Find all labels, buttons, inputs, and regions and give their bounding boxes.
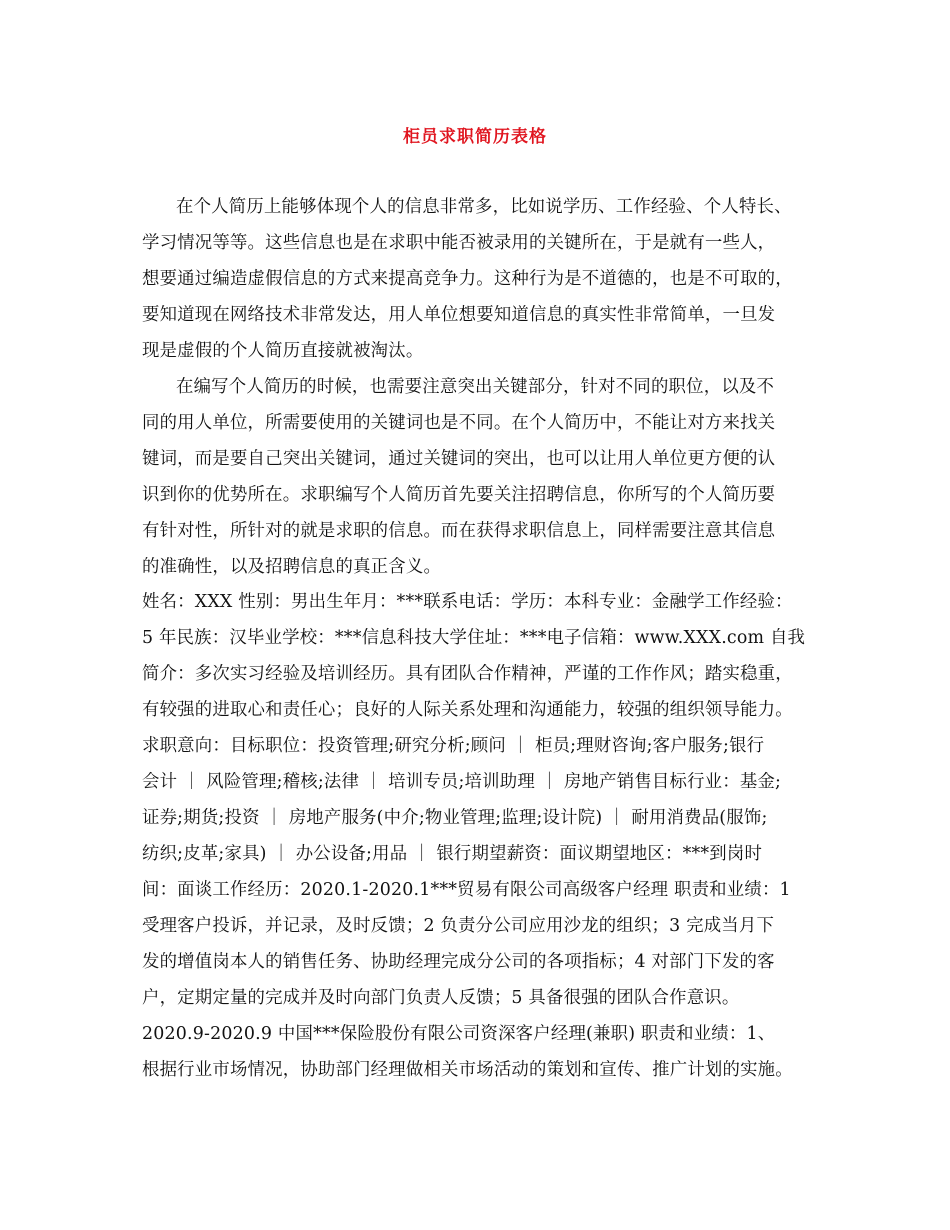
resume-line: 有较强的进取心和责任心；良好的人际关系处理和沟通能力，较强的组织领导能力。 (142, 700, 793, 720)
resume-line: 求职意向：目标职位：投资管理;研究分析;顾问 ｜ 柜员;理财咨询;客户服务;银行 (142, 736, 765, 756)
resume-line: 证券;期货;投资 ｜ 房地产服务(中介;物业管理;监理;设计院) ｜ 耐用消费品(服饰; (142, 808, 768, 828)
paragraph-line: 在个人简历上能够体现个人的信息非常多，比如说学历、工作经验、个人特长、 (176, 197, 792, 217)
resume-line: 根据行业市场情况，协助部门经理做相关市场活动的策划和宣传、推广计划的实施。 (142, 1060, 793, 1080)
paragraph-line: 想要通过编造虚假信息的方式来提高竞争力。这种行为是不道德的，也是不可取的， (142, 269, 793, 289)
paragraph-line: 现是虚假的个人简历直接就被淘汰。 (142, 341, 424, 361)
resume-line: 姓名：XXX 性别：男出生年月：***联系电话：学历：本科专业：金融学工作经验： (142, 592, 793, 612)
paragraph-line: 有针对性，所针对的就是求职的信息。而在获得求职信息上，同样需要注意其信息 (142, 521, 776, 541)
resume-line: 2020.9-2020.9 中国***保险股份有限公司资深客户经理(兼职) 职责和业绩：1、 (142, 1024, 776, 1044)
resume-line: 受理客户投诉，并记录，及时反馈；2 负责分公司应用沙龙的组织；3 完成当月下 (142, 916, 775, 936)
paragraph-line: 同的用人单位，所需要使用的关键词也是不同。在个人简历中，不能让对方来找关 (142, 413, 776, 433)
resume-line: 纺织;皮革;家具) ｜ 办公设备;用品 ｜ 银行期望薪资：面议期望地区：***到岗时 (142, 844, 763, 864)
resume-line: 发的增值岗本人的销售任务、协助经理完成分公司的各项指标；4 对部门下发的客 (142, 952, 775, 972)
document-title: 柜员求职简历表格 (403, 127, 547, 147)
resume-line: 户，定期定量的完成并及时向部门负责人反馈；5 具备很强的团队合作意识。 (142, 988, 740, 1008)
paragraph-line: 要知道现在网络技术非常发达，用人单位想要知道信息的真实性非常简单，一旦发 (142, 305, 776, 325)
resume-line: 简介：多次实习经验及培训经历。具有团队合作精神，严谨的工作作风；踏实稳重， (142, 664, 793, 684)
resume-line: 间：面谈工作经历：2020.1-2020.1***贸易有限公司高级客户经理 职责和业绩：1 (142, 880, 791, 900)
paragraph-line: 键词，而是要自己突出关键词，通过关键词的突出，也可以让用人单位更方便的认 (142, 449, 776, 469)
resume-line: 5 年民族：汉毕业学校：***信息科技大学住址：***电子信箱：www.XXX.com 自我 (142, 628, 806, 648)
paragraph-line: 识到你的优势所在。求职编写个人简历首先要关注招聘信息，你所写的个人简历要 (142, 485, 776, 505)
paragraph-line: 的准确性，以及招聘信息的真正含义。 (142, 557, 442, 577)
paragraph-line: 在编写个人简历的时候，也需要注意突出关键部分，针对不同的职位，以及不 (176, 377, 775, 397)
paragraph-line: 学习情况等等。这些信息也是在求职中能否被录用的关键所在，于是就有一些人， (142, 233, 776, 253)
resume-line: 会计 ｜ 风险管理;稽核;法律 ｜ 培训专员;培训助理 ｜ 房地产销售目标行业：基金; (142, 772, 782, 792)
